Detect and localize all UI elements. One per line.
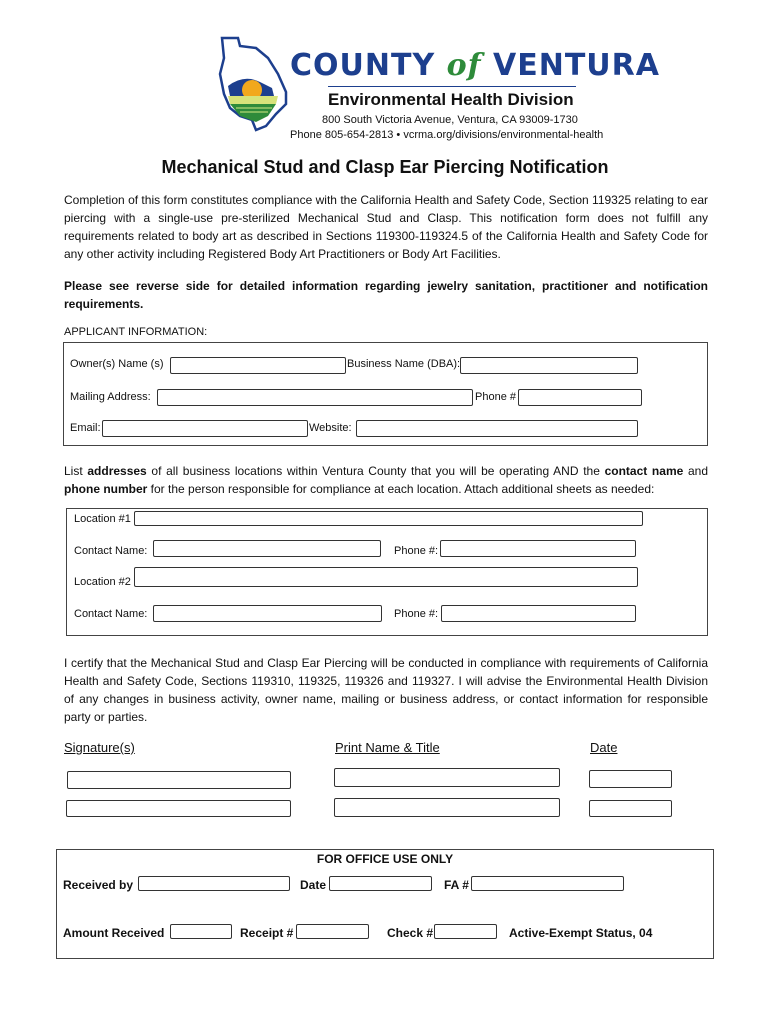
check-field[interactable] [434,924,497,939]
signature-heading: Signature(s) [64,740,135,755]
phone1-label: Phone #: [394,545,439,557]
business-name-field[interactable] [460,357,638,374]
phone1-field[interactable] [440,540,636,557]
phone-label: Phone # [475,391,516,403]
signature1-field[interactable] [67,771,291,789]
fa-field[interactable] [471,876,624,891]
contact2-label: Contact Name: [74,608,148,620]
check-label: Check # [387,926,434,940]
county-title: COUNTY of VENTURA [290,48,660,83]
division-name: Environmental Health Division [328,90,574,109]
office-date-label: Date [300,878,327,892]
contact1-field[interactable] [153,540,381,557]
print-name-heading: Print Name & Title [335,740,440,755]
certification-paragraph: I certify that the Mechanical Stud and Clasp Ear Piercing will be conducted in compliance with requirements of California Health and Safety Code, Sections 119310, 119325, 119326 and 119327. I will advise the Environmental Health Division of any changes in business activity, owner name, mailing or business address, or contact information for responsible party or parties. [64,656,708,724]
signature2-field[interactable] [66,800,291,817]
intro-paragraph: Completion of this form constitutes compliance with the California Health and Safety Code, Section 119325 relating to ear piercing with a single-use pre-sterilized Mechanical Stud and Clasp. This notification form does not fulfill any requirements related to body art as described in Sections 119300-119324.5 of the California Health and Safety Code for any other activity including Registered Body Art Practitioners or Body Art Facilities. [64,193,708,261]
receipt-label: Receipt # [240,926,294,940]
date2-field[interactable] [589,800,672,817]
location2-label: Location #2 [74,576,131,588]
title-rule [328,86,576,87]
form-title: Mechanical Stud and Clasp Ear Piercing Notification [161,157,609,177]
contact2-field[interactable] [153,605,382,622]
email-field[interactable] [102,420,308,437]
date-heading: Date [590,740,618,755]
office-date-field[interactable] [329,876,432,891]
location1-field[interactable] [134,511,643,526]
amount-received-label: Amount Received [63,926,165,940]
location2-field[interactable] [134,567,638,587]
business-name-label: Business Name (DBA): [347,358,461,370]
phone2-label: Phone #: [394,608,439,620]
mailing-address-label: Mailing Address: [70,391,151,403]
office-use-heading: FOR OFFICE USE ONLY [316,852,454,866]
county-logo-icon [216,34,290,132]
division-address: 800 South Victoria Avenue, Ventura, CA 93009-1730 [322,114,578,126]
phone2-field[interactable] [441,605,636,622]
print-name2-field[interactable] [334,798,560,817]
owner-name-field[interactable] [170,357,346,374]
mailing-address-field[interactable] [157,389,473,406]
division-contact: Phone 805-654-2813 • vcrma.org/divisions/environmental-health [290,129,604,141]
status-text: Active-Exempt Status, 04 [509,926,653,940]
received-by-label: Received by [63,878,134,892]
notice-paragraph: Please see reverse side for detailed information regarding jewelry sanitation, practitioner and notification requirements. [64,279,708,311]
email-label: Email: [70,422,101,434]
applicant-section-label: APPLICANT INFORMATION: [64,326,208,338]
location1-label: Location #1 [74,513,131,525]
amount-received-field[interactable] [170,924,232,939]
locations-instructions: List addresses of all business locations within Ventura County that you will be operating AND the contact name and phone number for the person responsible for compliance at each location. Attach additional sheets as needed: [64,464,709,496]
date1-field[interactable] [589,770,672,788]
received-by-field[interactable] [138,876,290,891]
print-name1-field[interactable] [334,768,560,787]
website-label: Website: [309,422,352,434]
contact1-label: Contact Name: [74,545,148,557]
owner-label: Owner(s) Name (s) [70,358,164,370]
website-field[interactable] [356,420,638,437]
receipt-field[interactable] [296,924,369,939]
fa-label: FA # [444,878,469,892]
phone-field[interactable] [518,389,642,406]
